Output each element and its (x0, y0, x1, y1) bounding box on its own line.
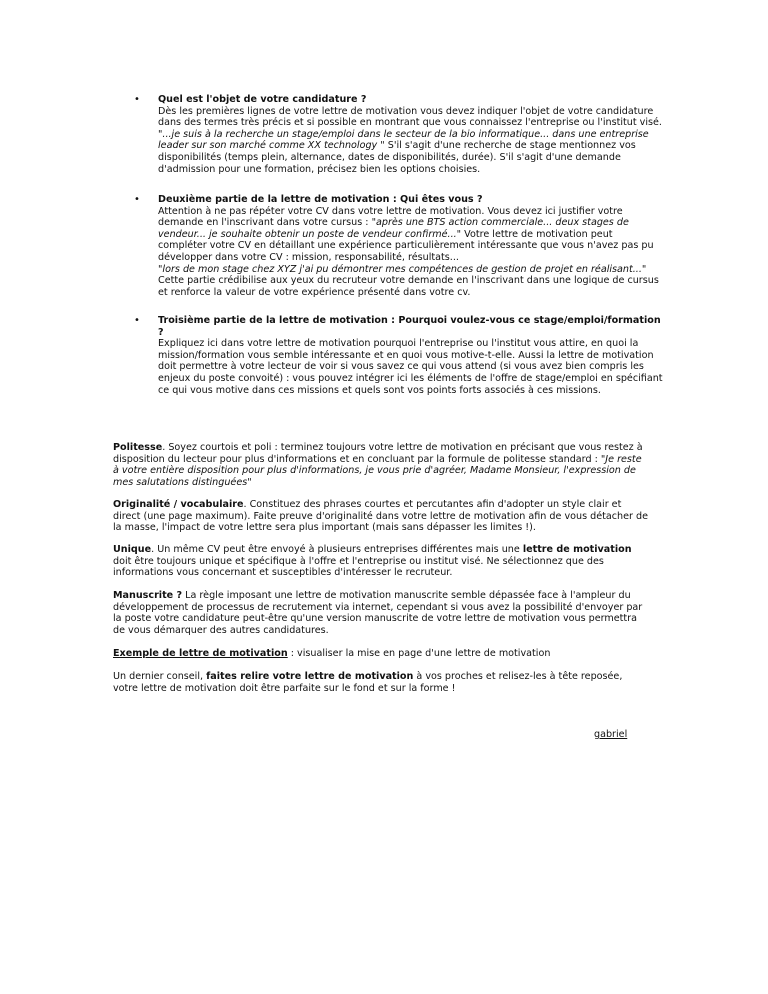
bullet-objet-candidature (134, 94, 663, 175)
bullet-dot-icon: • (134, 94, 140, 105)
bullet-text: Votre lettre de motivation peut compléter votre CV en détaillant une expérience particulièrement intéressante que vous n'avez pas pu développer dans votre CV : mission, responsabilité, résultats... (158, 228, 654, 263)
paragraph-text: à vos proches et relisez-les à tête reposée, votre lettre de motivation doit être parfaite sur le fond et sur la forme ! (113, 671, 623, 694)
bullet-body (158, 106, 663, 176)
bullet-text: Cette partie crédibilise aux yeux du recruteur votre demande en l'inscrivant dans une logique de cursus et renforce la valeur de votre expérience présenté dans votre cv. (158, 275, 659, 298)
paragraph-label: Manuscrite ? (113, 590, 183, 601)
bullet-quote: "lors de mon stage chez XYZ j'ai pu démontrer mes compétences de gestion de projet en réalisant..." (158, 263, 647, 275)
bullet-pourquoi (134, 315, 663, 396)
bullet-quote: "après une BTS action commerciale... deux stages de vendeur... je souhaite obtenir un poste de vendeur confirmé..." (158, 217, 629, 240)
bullet-dot-icon: • (134, 315, 140, 326)
paragraph-label: Unique (113, 544, 152, 555)
bullet-text: Dès les premières lignes de votre lettre de motivation vous devez indiquer l'objet de votre candidature dans des termes très précis et si possible en montrant que vous connaissez l'entreprise ou l'institut visé. (158, 105, 662, 129)
bullet-dot-icon: • (134, 194, 140, 205)
bullet-qui-etes-vous (134, 194, 663, 298)
paragraph-unique (113, 544, 648, 579)
bullet-body: Expliquez ici dans votre lettre de motivation pourquoi l'entreprise ou l'institut vous attire, en quoi la mission/formation vous semble intéressante et en quoi vous motive-t-elle. Aussi la lettre de motivation doit permettre à votre lecteur de voir si vous savez ce qui vous attend (si vous avez bien compris les enjeux du poste convoité) : vous pouvez intégrer ici les éléments de l'offre de stage/emploi en spécifiant ce qui vous motive dans ces missions et quels sont vos points forts associés à ces missions. (158, 338, 663, 396)
paragraph-text: . Un même CV peut être envoyé à plusieurs entreprises différentes mais une (151, 544, 523, 555)
paragraph-exemple (113, 648, 648, 660)
paragraph-originalite (113, 499, 648, 534)
signature-link[interactable]: gabriel (594, 729, 628, 740)
paragraph-emphasis: faites relire votre lettre de motivation (206, 671, 414, 682)
paragraph-text: La règle imposant une lettre de motivation manuscrite semble dépassée face à l'ampleur du développement de processus de recrutement via internet, cependant si vous avez la possibilité d'envoyer par la poste votre candidature peut-être qu'une version manuscrite de votre lettre de motivation vous permettra de vous démarquer des autres candidatures. (113, 590, 643, 636)
bullet-quote: "...je suis à la recherche un stage/emploi dans le secteur de la bio informatique... dans une entreprise leader sur son marché comme XX technology " (158, 128, 649, 152)
paragraph-emphasis: lettre de motivation (522, 544, 632, 555)
bullet-body (158, 206, 663, 299)
paragraph-text: . Soyez courtois et poli : terminez toujours votre lettre de motivation en précisant que vous restez à disposition du lecteur pour plus d'informations et en concluant par la formule de politesse standard : (113, 442, 643, 465)
paragraph-text: doit être toujours unique et spécifique à l'offre et l'entreprise ou institut visé. Ne sélectionnez que des informations vous concernant et susceptibles d'intéresser le recruteur. (113, 555, 604, 579)
paragraph-manuscrite (113, 590, 648, 636)
paragraph-text: Un dernier conseil, (113, 671, 207, 682)
bullet-title: Troisième partie de la lettre de motivation : Pourquoi voulez-vous ce stage/emploi/formation ? (158, 315, 661, 338)
paragraph-quote: "Je reste à votre entière disposition pour plus d'informations, je vous prie d'agréer, Madame Monsieur, l'expression de mes salutations distinguées" (113, 453, 642, 488)
paragraph-label: Originalité / vocabulaire (113, 499, 244, 510)
paragraph-label: Politesse (113, 442, 163, 453)
bullet-title: Quel est l'objet de votre candidature ? (158, 94, 367, 105)
paragraph-text: . Constituez des phrases courtes et percutantes afin d'adopter un style clair et direct (une page maximum). Faite preuve d'originalité dans votre lettre de motivation afin de vous détacher de la masse, l'impact de votre lettre sera plus important (mais sans dépasser les limites !). (113, 499, 649, 534)
bullet-text: S'il s'agit d'une recherche de stage mentionnez vos disponibilités (temps plein, alternance, dates de disponibilités, durée). S'il s'agit d'une demande d'admission pour une formation, précisez bien les options choisies. (158, 140, 636, 175)
bullet-text: Attention à ne pas répéter votre CV dans votre lettre de motivation. Vous devez ici justifier votre demande en l'inscrivant dans votre cursus : (158, 205, 623, 229)
exemple-link[interactable]: Exemple de lettre de motivation (113, 648, 288, 659)
paragraph-text: : visualiser la mise en page d'une lettre de motivation (287, 648, 551, 659)
bullet-title: Deuxième partie de la lettre de motivation : Qui êtes vous ? (158, 194, 483, 205)
paragraph-politesse (113, 442, 648, 488)
paragraph-conseil (113, 671, 648, 694)
